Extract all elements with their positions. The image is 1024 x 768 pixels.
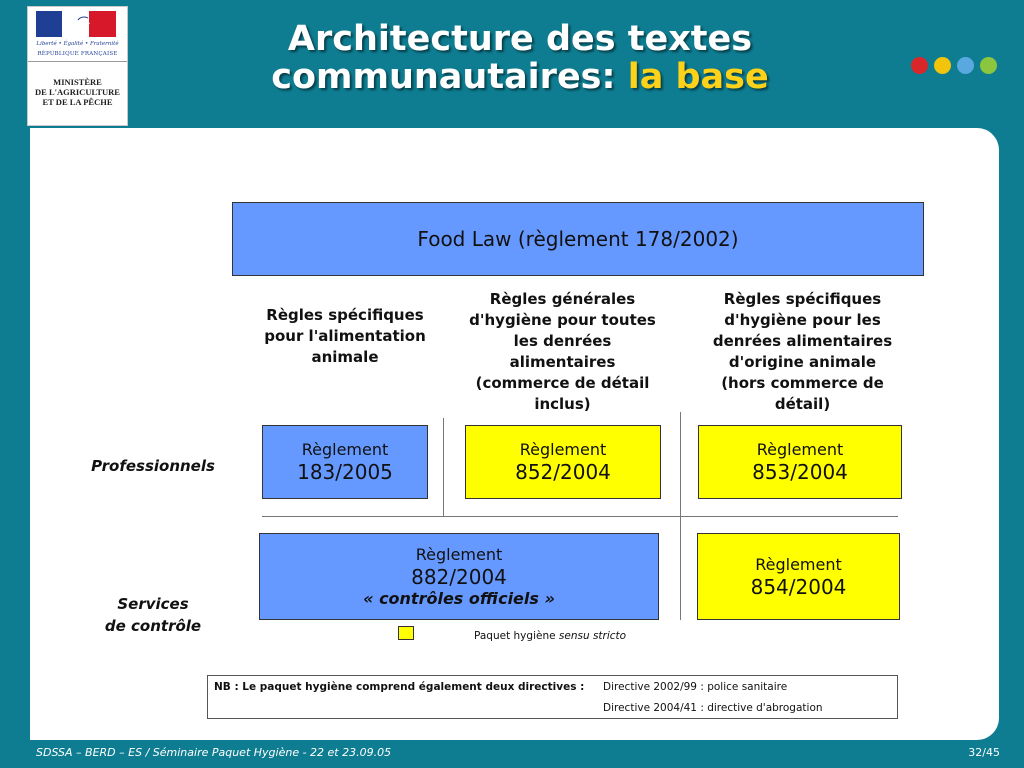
republic-motto: Liberté • Égalité • Fraternité (36, 41, 119, 47)
red-dot-icon (911, 57, 928, 74)
header-line: détail) (774, 395, 831, 413)
row-label-professionals (83, 455, 223, 477)
legend-text (474, 630, 626, 642)
row-label-text: de contrôle (104, 617, 202, 635)
ministry-line: ET DE LA PÊCHE (42, 97, 113, 107)
ministry-line: DE L'AGRICULTURE (35, 87, 120, 97)
regulation-subtitle: « contrôles officiels » (363, 588, 555, 608)
header-line: (hors commerce de (721, 374, 884, 392)
header-line: (commerce de détail (475, 374, 650, 392)
title-line-2-text: communautaires: (271, 57, 616, 97)
header-line: animale (311, 348, 379, 366)
header-line: inclus) (534, 395, 591, 413)
regulation-number: 183/2005 (297, 460, 393, 484)
regulation-number: 852/2004 (515, 460, 611, 484)
row-label-text: Professionnels (91, 457, 215, 475)
header-line: d'hygiène pour toutes (469, 311, 656, 329)
footer-caption: SDSSA – BERD – ES / Séminaire Paquet Hygiène - 22 et 23.09.05 (36, 746, 392, 759)
republic-name: RÉPUBLIQUE FRANÇAISE (37, 51, 118, 57)
column-header-animal-origin (695, 289, 910, 415)
title-line-1: Architecture des textes (287, 19, 753, 59)
ministry-line: MINISTÈRE (53, 77, 102, 87)
food-law-label: Food Law (règlement 178/2002) (417, 227, 739, 251)
regulation-854-2004-box (697, 533, 900, 620)
regulation-183-2005-box (262, 425, 428, 499)
regulation-853-2004-box (698, 425, 902, 499)
header-line: denrées alimentaires (712, 332, 893, 350)
legend-swatch (398, 626, 414, 640)
header-line: Règles spécifiques (266, 306, 424, 324)
regulation-label: Règlement (755, 554, 842, 574)
column-separator (443, 418, 444, 516)
header-line: d'hygiène pour les (724, 311, 881, 329)
header-line: Règles générales (489, 290, 636, 308)
regulation-label: Règlement (301, 440, 389, 459)
row-label-text: Services (117, 595, 189, 613)
title-line-2 (200, 58, 840, 96)
header-line: d'origine animale (728, 353, 877, 371)
ministry-logo (27, 6, 128, 126)
regulation-882-2004-box (259, 533, 659, 620)
regulation-number: 882/2004 (411, 564, 507, 589)
regulation-label: Règlement (519, 440, 607, 459)
title-highlight: la base (627, 57, 769, 97)
legend-italic: sensu stricto (558, 630, 627, 642)
column-header-animal-feed (250, 305, 440, 368)
directive-line: Directive 2004/41 : directive d'abrogation (603, 702, 823, 714)
blue-dot-icon (957, 57, 974, 74)
green-dot-icon (980, 57, 997, 74)
row-separator (262, 516, 898, 517)
nb-label: NB : Le paquet hygiène comprend également deux directives : (214, 681, 585, 693)
regulation-label: Règlement (756, 440, 844, 459)
header-line: les denrées (513, 332, 612, 350)
regulation-number: 854/2004 (750, 574, 847, 599)
marianne-flag-icon (36, 11, 116, 37)
header-line: Règles spécifiques (723, 290, 882, 308)
yellow-dot-icon (934, 57, 951, 74)
logo-divider (28, 61, 127, 62)
header-line: pour l'alimentation (264, 327, 426, 345)
nb-note-box (207, 675, 898, 719)
regulation-number: 853/2004 (752, 460, 848, 484)
column-header-general-hygiene (455, 289, 670, 415)
row-label-control-services (83, 593, 223, 637)
ministry-name (28, 77, 127, 107)
directive-line: Directive 2002/99 : police sanitaire (603, 681, 788, 693)
legend-label: Paquet hygiène (474, 630, 556, 642)
food-law-box (232, 202, 924, 276)
regulation-label: Règlement (415, 544, 503, 564)
regulation-852-2004-box (465, 425, 661, 499)
slide-title (200, 20, 840, 96)
slide-number: 32/45 (968, 746, 1000, 759)
header-line: alimentaires (509, 353, 616, 371)
